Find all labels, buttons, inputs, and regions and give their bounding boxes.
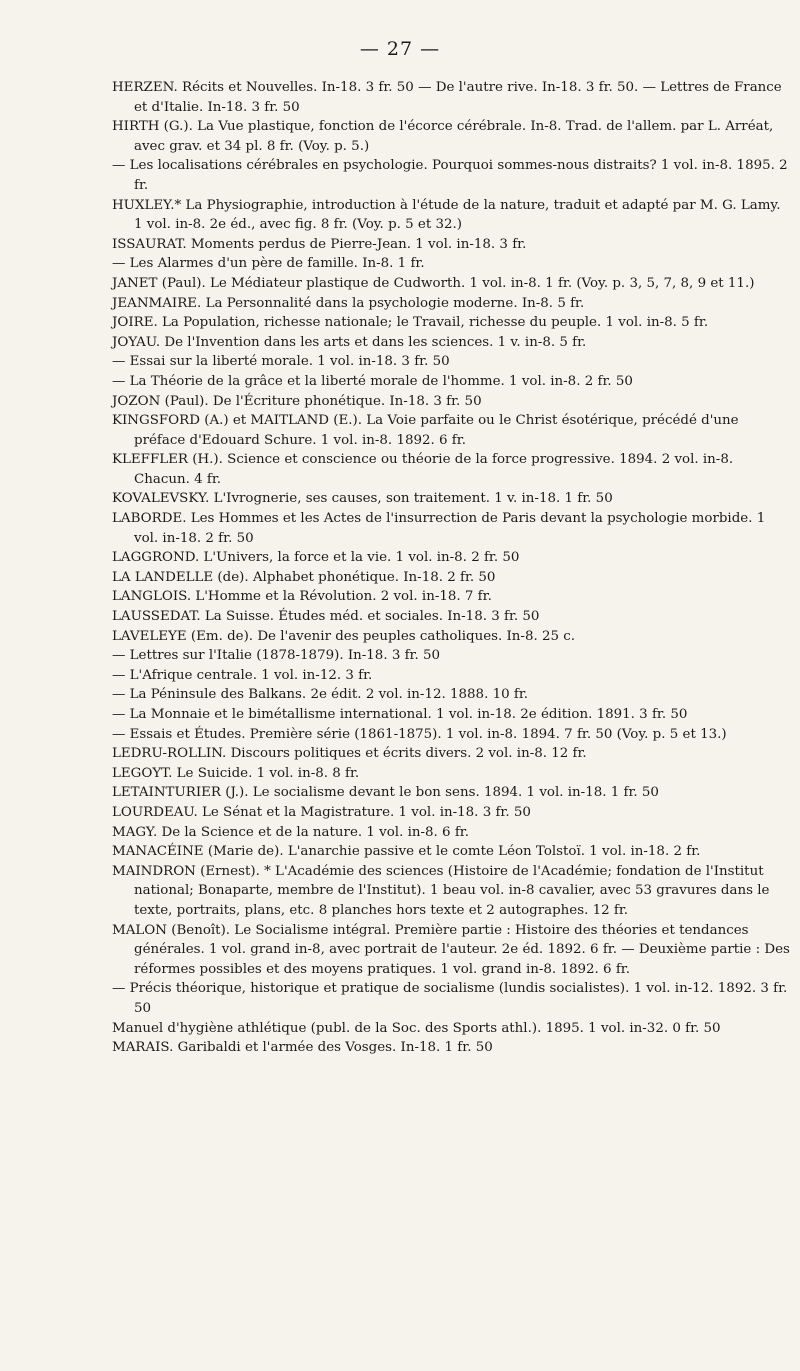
catalogue-entries bbox=[112, 78, 792, 1058]
catalogue-entry: LAUSSEDAT. La Suisse. Études méd. et sociales. In-18. 3 fr. 50 bbox=[112, 609, 540, 625]
catalogue-entry: — L'Afrique centrale. 1 vol. in-12. 3 fr. bbox=[112, 667, 373, 683]
catalogue-entry: — La Péninsule des Balkans. 2e édit. 2 vol. in-12. 1888. 10 fr. bbox=[112, 687, 529, 703]
catalogue-entry: MAGY. De la Science et de la nature. 1 vol. in-8. 6 fr. bbox=[112, 824, 469, 840]
catalogue-entry: JOYAU. De l'Invention dans les arts et dans les sciences. 1 v. in-8. 5 fr. bbox=[112, 334, 587, 350]
catalogue-entry: — La Théorie de la grâce et la liberté morale de l'homme. 1 vol. in-8. 2 fr. 50 bbox=[112, 373, 633, 389]
catalogue-entry: LAVELEYE (Em. de). De l'avenir des peuples catholiques. In-8. 25 c. bbox=[112, 628, 576, 644]
catalogue-entry: — Précis théorique, historique et pratique de socialisme (lundis socialistes). 1 vol. in-12. 1892. 3 fr. 50 bbox=[112, 981, 788, 1016]
catalogue-entry: LETAINTURIER (J.). Le socialisme devant le bon sens. 1894. 1 vol. in-18. 1 fr. 50 bbox=[112, 785, 659, 801]
catalogue-entry: JEANMAIRE. La Personnalité dans la psychologie moderne. In-8. 5 fr. bbox=[112, 295, 585, 311]
catalogue-entry: HUXLEY.* La Physiographie, introduction à l'étude de la nature, traduit et adapté par M. G. Lamy. 1 vol. in-8. 2e éd., avec fig. 8 fr. (Voy. p. 5 et 32.) bbox=[112, 197, 781, 233]
catalogue-entry: MALON (Benoît). Le Socialisme intégral. Première partie : Histoire des théories et tendances générales. 1 vol. grand in-8, avec portrait de l'auteur. 2e éd. 1892. 6 fr. — Deuxième partie : Des réformes possibles et des moyens pratiques. 1 vol. grand in-8. 1892. 6 fr. bbox=[112, 922, 790, 977]
catalogue-entry: — La Monnaie et le bimétallisme international. 1 vol. in-18. 2e édition. 1891. 3 fr. 50 bbox=[112, 707, 688, 722]
catalogue-entry: Manuel d'hygiène athlétique (publ. de la Soc. des Sports athl.). 1895. 1 vol. in-32. 0 fr. 50 bbox=[112, 1020, 721, 1036]
catalogue-entry: KLEFFLER (H.). Science et conscience ou théorie de la force progressive. 1894. 2 vol. in-8. Chacun. 4 fr. bbox=[112, 452, 734, 487]
catalogue-entry: HERZEN. Récits et Nouvelles. In-18. 3 fr. 50 — De l'autre rive. In-18. 3 fr. 50. — Lettres de France et d'Italie. In-18. 3 fr. 50 bbox=[112, 80, 782, 115]
catalogue-entry: JANET (Paul). Le Médiateur plastique de Cudworth. 1 vol. in-8. 1 fr. (Voy. p. 3, 5, 7, 8, 9 et 11.) bbox=[112, 275, 755, 291]
catalogue-entry: KINGSFORD (A.) et MAITLAND (E.). La Voie parfaite ou le Christ ésotérique, précédé d'une préface d'Edouard Schure. 1 vol. in-8. 1892. 6 fr. bbox=[112, 413, 739, 448]
catalogue-entry: LOURDEAU. Le Sénat et la Magistrature. 1 vol. in-18. 3 fr. 50 bbox=[112, 804, 531, 820]
catalogue-entry: MAINDRON (Ernest). * L'Académie des sciences (Histoire de l'Académie; fondation de l'Institut national; Bonaparte, membre de l'Institut). 1 beau vol. in-8 cavalier, avec 53 gravures dans le texte, portraits, plans, etc. 8 planches hors texte et 2 autographes. 12 fr. bbox=[112, 863, 770, 918]
catalogue-entry: — Lettres sur l'Italie (1878-1879). In-18. 3 fr. 50 bbox=[112, 648, 441, 664]
catalogue-entry: — Les localisations cérébrales en psychologie. Pourquoi sommes-nous distraits? 1 vol. in-8. 1895. 2 fr. bbox=[112, 158, 788, 193]
catalogue-entry: MANACÉINE (Marie de). L'anarchie passive et le comte Léon Tolstoï. 1 vol. in-18. 2 fr. bbox=[112, 844, 701, 860]
catalogue-entry: ISSAURAT. Moments perdus de Pierre-Jean. 1 vol. in-18. 3 fr. bbox=[112, 236, 527, 252]
catalogue-entry: LANGLOIS. L'Homme et la Révolution. 2 vol. in-18. 7 fr. bbox=[112, 589, 492, 605]
catalogue-entry: JOZON (Paul). De l'Écriture phonétique. In-18. 3 fr. 50 bbox=[112, 393, 482, 409]
catalogue-entry: HIRTH (G.). La Vue plastique, fonction de l'écorce cérébrale. In-8. Trad. de l'allem. par L. Arréat, avec grav. et 34 pl. 8 fr. (Voy. p. 5.) bbox=[112, 119, 774, 154]
catalogue-entry: — Les Alarmes d'un père de famille. In-8. 1 fr. bbox=[112, 256, 425, 272]
catalogue-entry: LA LANDELLE (de). Alphabet phonétique. In-18. 2 fr. 50 bbox=[112, 569, 496, 585]
catalogue-entry: LAGGROND. L'Univers, la force et la vie. 1 vol. in-8. 2 fr. 50 bbox=[112, 550, 520, 566]
catalogue-entry: LEGOYT. Le Suicide. 1 vol. in-8. 8 fr. bbox=[112, 765, 360, 781]
catalogue-entry: JOIRE. La Population, richesse nationale; le Travail, richesse du peuple. 1 vol. in-8. 5 fr. bbox=[112, 315, 709, 331]
catalogue-entry: KOVALEVSKY. L'Ivrognerie, ses causes, son traitement. 1 v. in-18. 1 fr. 50 bbox=[112, 491, 613, 507]
catalogue-entry: LABORDE. Les Hommes et les Actes de l'insurrection de Paris devant la psychologie morbide. 1 vol. in-18. 2 fr. 50 bbox=[112, 511, 766, 546]
catalogue-entry: — Essais et Études. Première série (1861-1875). 1 vol. in-8. 1894. 7 fr. 50 (Voy. p. 5 et 13.) bbox=[112, 726, 727, 742]
catalogue-entry: — Essai sur la liberté morale. 1 vol. in-18. 3 fr. 50 bbox=[112, 354, 450, 370]
catalogue-entry: LEDRU-ROLLIN. Discours politiques et écrits divers. 2 vol. in-8. 12 fr. bbox=[112, 746, 587, 762]
catalogue-entry: MARAIS. Garibaldi et l'armée des Vosges. In-18. 1 fr. 50 bbox=[112, 1040, 493, 1056]
page-number: — 27 — bbox=[359, 38, 441, 60]
